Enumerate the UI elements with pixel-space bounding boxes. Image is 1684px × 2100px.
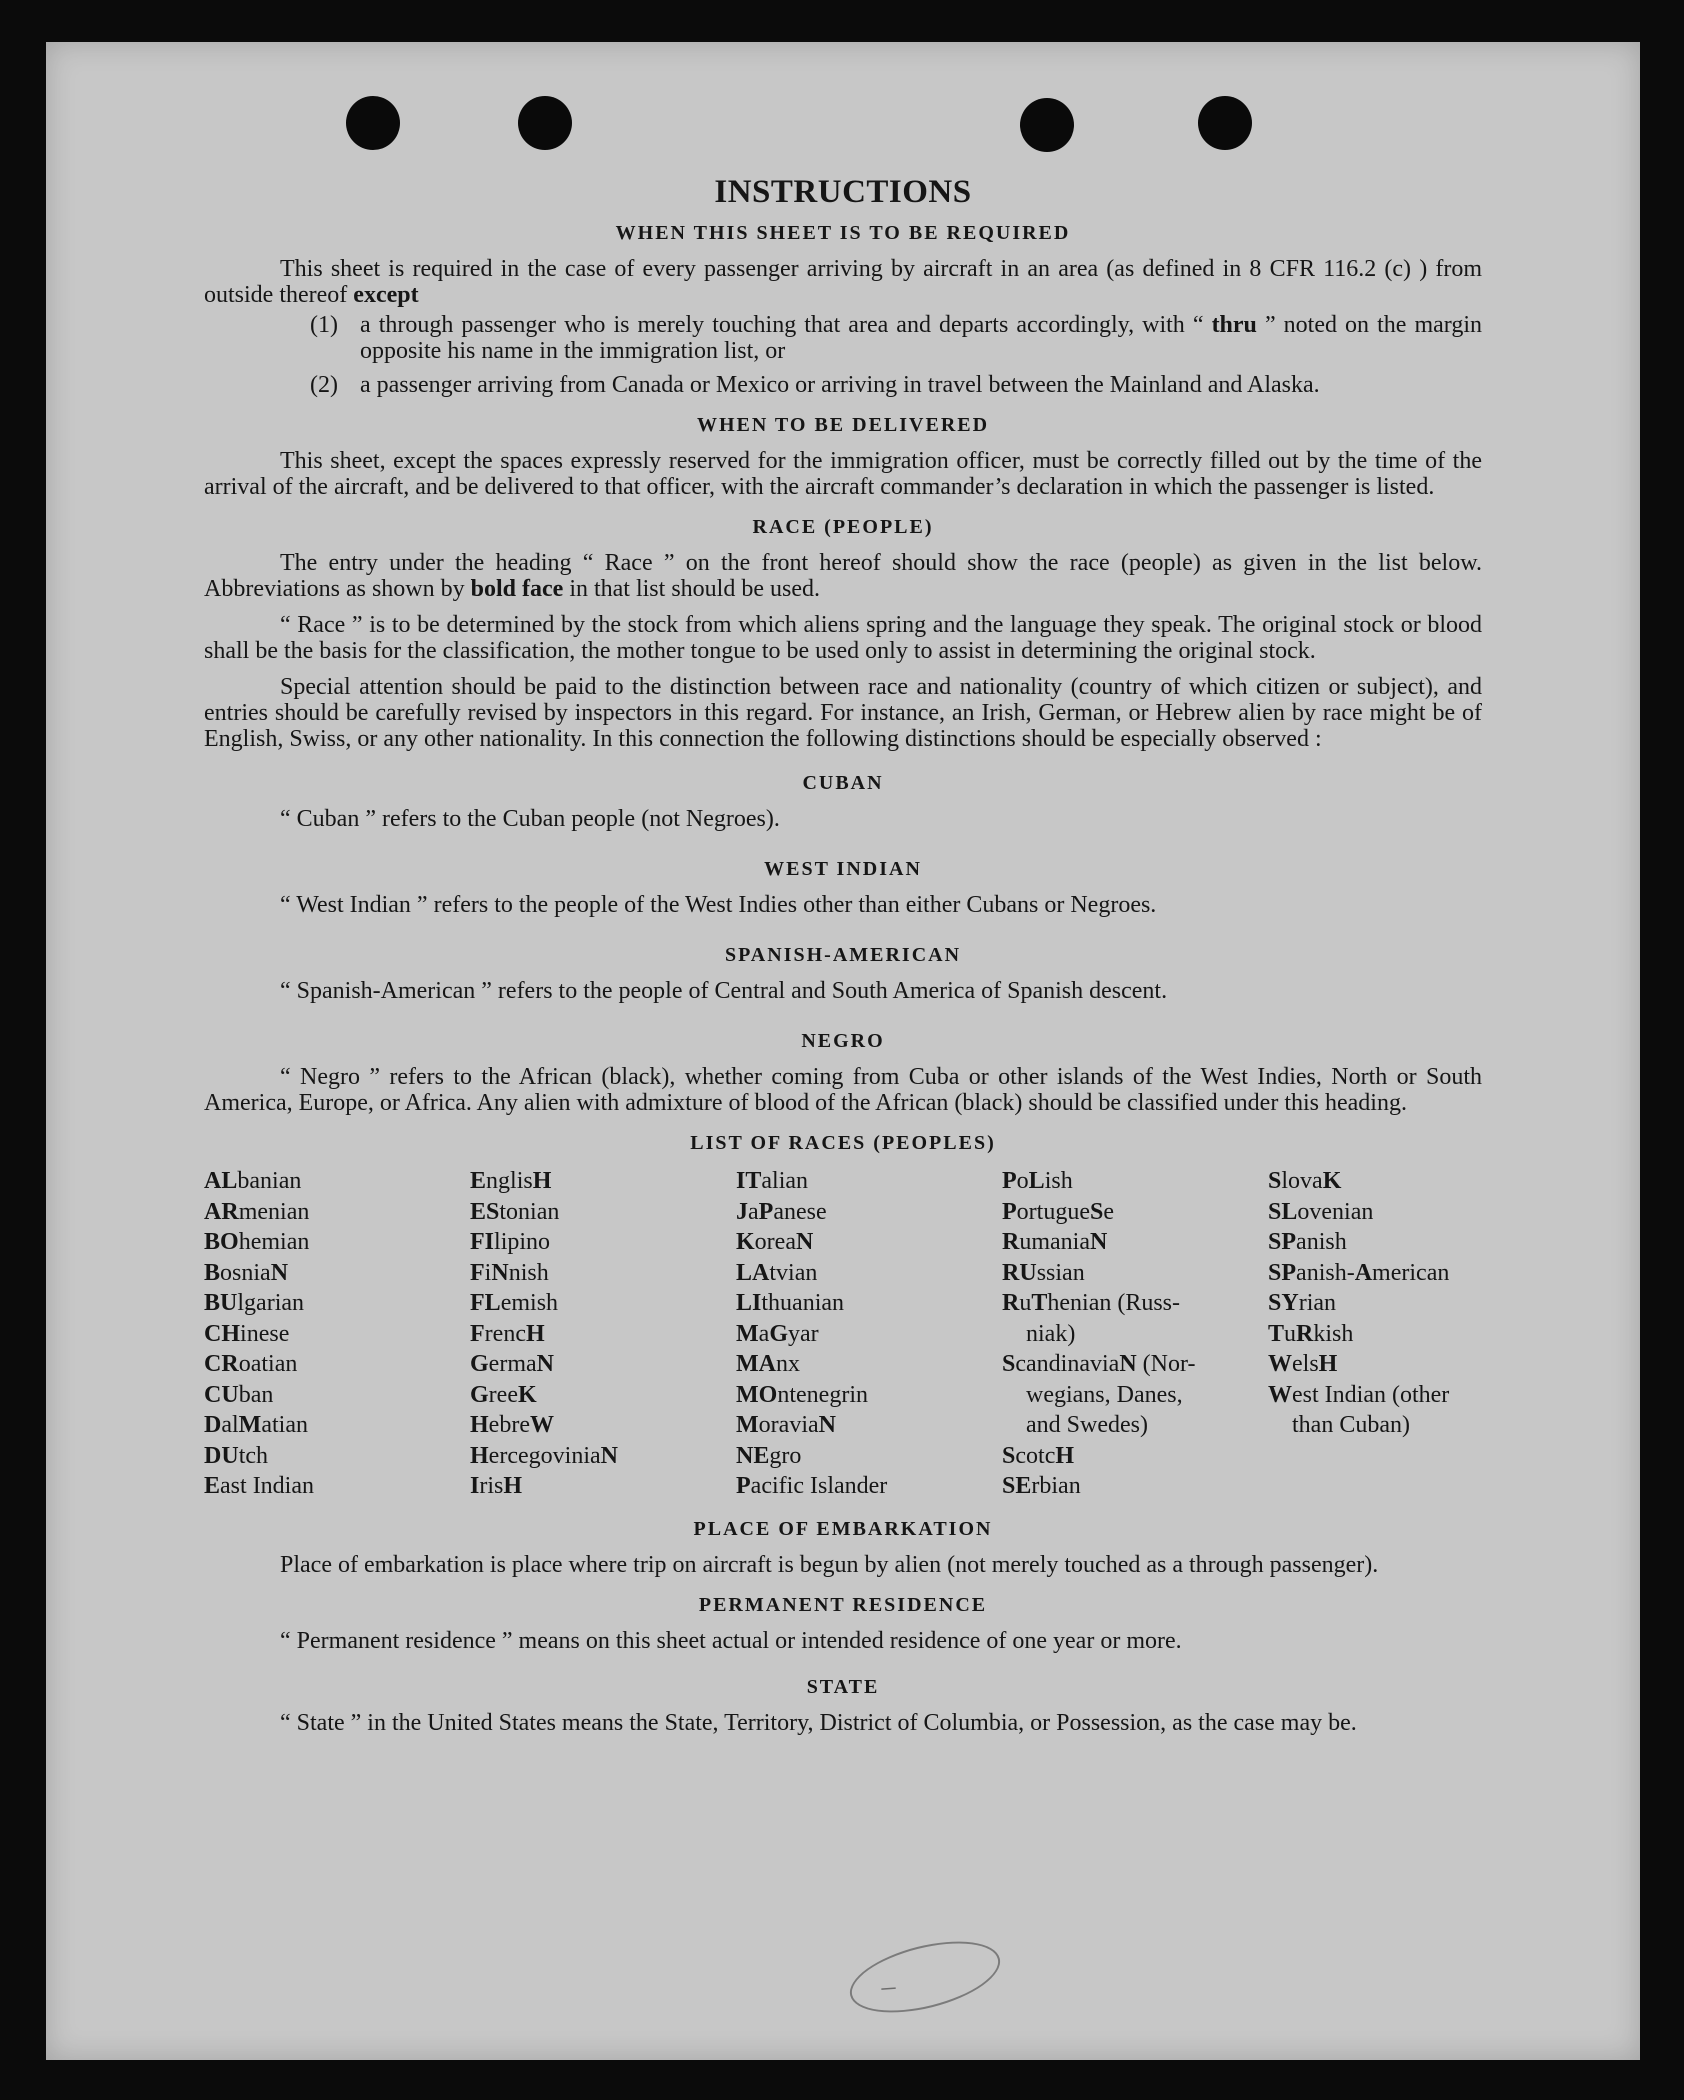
- race-list: [204, 1166, 1482, 1502]
- race-list-item: EStonian: [470, 1198, 560, 1225]
- permanent-residence-text: “ Permanent residence ” means on this sheet actual or intended residence of one year or more.: [280, 1627, 1182, 1654]
- when-delivered-text: This sheet, except the spaces expressly reserved for the immigration officer, must be correctly filled out by the time of the arrival of the aircraft, and be delivered to that officer, with the aircraft commander’s declaration in which the passenger is listed.: [204, 448, 1482, 500]
- race-list-item: EnglisH: [470, 1168, 552, 1194]
- race-list-item: GreeK: [470, 1381, 537, 1408]
- spanish-american-text: “ Spanish-American ” refers to the people of Central and South America of Spanish descent.: [280, 978, 1168, 1004]
- race-list-item: SYrian: [1268, 1290, 1337, 1316]
- race-list-item: LAtvian: [736, 1259, 818, 1286]
- race-list-item: East Indian: [204, 1473, 314, 1499]
- race-list-item: ARmenian: [204, 1198, 310, 1225]
- race-list-item: West Indian (other than Cuban): [1268, 1381, 1450, 1438]
- heading-embarkation: PLACE OF EMBARKATION: [693, 1517, 993, 1540]
- race-list-item: FIlipino: [470, 1229, 551, 1255]
- punch-hole: [1020, 98, 1074, 152]
- race-list-item: MOntenegrin: [736, 1381, 868, 1408]
- race-list-item: RuThenian (Russ- niak): [1002, 1290, 1181, 1347]
- heading-race: RACE (PEOPLE): [752, 516, 934, 538]
- race-list-item: ITalian: [736, 1168, 809, 1194]
- race-list-item: FrencH: [470, 1320, 545, 1347]
- race-list-item: WelsH: [1268, 1351, 1338, 1377]
- race-list-item: KoreaN: [736, 1229, 814, 1255]
- handwritten-mark-text: –: [880, 1970, 897, 2003]
- race-list-item: TuRkish: [1268, 1320, 1354, 1347]
- race-list-item: CUban: [204, 1381, 274, 1408]
- race-list-item: HebreW: [470, 1412, 554, 1438]
- heading-when-delivered: WHEN TO BE DELIVERED: [696, 414, 990, 436]
- race-list-item: FiNnish: [470, 1259, 549, 1286]
- race-list-item: HercegoviniaN: [470, 1442, 618, 1469]
- race-list-item: BUlgarian: [204, 1290, 305, 1316]
- race-list-item: SPanish: [1268, 1229, 1347, 1255]
- race-paragraph-2: “ Race ” is to be determined by the stock from which aliens spring and the language they speak. The original stock or blood shall be the basis for the classification, the mother tongue to be used only to assist in determining the original stock.: [204, 612, 1482, 664]
- heading-state: STATE: [806, 1675, 880, 1698]
- heading-list-of-races: LIST OF RACES (PEOPLES): [690, 1132, 996, 1154]
- heading-west-indian: WEST INDIAN: [764, 858, 922, 880]
- race-list-item: SPanish-American: [1268, 1259, 1450, 1286]
- race-list-item: FLemish: [470, 1290, 559, 1316]
- race-list-item: GermaN: [470, 1351, 554, 1377]
- race-paragraph-1: The entry under the heading “ Race ” on the front hereof should show the race (people) as given in the list below. Abbreviations as shown by bold face in that list should be used.: [204, 550, 1482, 602]
- instructions-content: [204, 172, 1482, 1736]
- heading-negro: NEGRO: [801, 1030, 885, 1052]
- race-list-item: ScotcH: [1002, 1442, 1075, 1469]
- race-list-item: SErbian: [1002, 1473, 1081, 1499]
- exception-item-1: (1) a through passenger who is merely touching that area and departs accordingly, with “ thru ” noted on the margin opposite his name in the immigration list, or: [310, 312, 1483, 364]
- race-column: [1268, 1166, 1482, 1502]
- race-list-item: IrisH: [470, 1473, 523, 1499]
- race-list-item: CRoatian: [204, 1351, 298, 1377]
- race-list-item: RumaniaN: [1002, 1229, 1108, 1255]
- heading-when-required: WHEN THIS SHEET IS TO BE REQUIRED: [615, 222, 1071, 244]
- race-list-item: MAnx: [736, 1351, 800, 1377]
- race-list-item: PoLish: [1002, 1168, 1073, 1194]
- race-list-item: BosniaN: [204, 1259, 289, 1286]
- race-list-item: RUssian: [1002, 1259, 1085, 1286]
- race-list-item: DalMatian: [204, 1412, 308, 1438]
- state-text: “ State ” in the United States means the State, Territory, District of Columbia, or Possession, as the case may be.: [280, 1709, 1357, 1736]
- punch-hole: [346, 96, 400, 150]
- race-list-item: MoraviaN: [736, 1412, 836, 1438]
- race-list-item: JaPanese: [736, 1198, 827, 1225]
- embarkation-text: Place of embarkation is place where trip on aircraft is begun by alien (not merely touched as a through passenger).: [280, 1551, 1379, 1578]
- punch-hole: [1198, 96, 1252, 150]
- page-title: INSTRUCTIONS: [714, 174, 972, 210]
- race-list-item: PortugueSe: [1002, 1198, 1115, 1225]
- exception-item-2: (2) a passenger arriving from Canada or Mexico or arriving in travel between the Mainland and Alaska.: [310, 372, 1320, 398]
- race-list-item: MaGyar: [736, 1320, 819, 1347]
- west-indian-text: “ West Indian ” refers to the people of the West Indies other than either Cubans or Negroes.: [280, 892, 1157, 918]
- race-list-item: BOhemian: [204, 1229, 310, 1255]
- race-column: [736, 1166, 1002, 1502]
- heading-permanent-residence: PERMANENT RESIDENCE: [698, 1593, 988, 1616]
- race-column: [1002, 1166, 1268, 1502]
- race-list-item: Pacific Islander: [736, 1473, 888, 1499]
- cuban-text: “ Cuban ” refers to the Cuban people (not Negroes).: [280, 806, 780, 832]
- race-list-item: DUtch: [204, 1442, 269, 1469]
- negro-text: “ Negro ” refers to the African (black), whether coming from Cuba or other islands of the West Indies, North or South America, Europe, or Africa. Any alien with admixture of blood of the African (black) should be classified under this heading.: [204, 1064, 1482, 1116]
- heading-cuban: CUBAN: [802, 772, 884, 794]
- punch-hole: [518, 96, 572, 150]
- race-list-item: SlovaK: [1268, 1168, 1342, 1194]
- race-column: [470, 1166, 736, 1502]
- race-list-item: LIthuanian: [736, 1290, 845, 1316]
- race-paragraph-3: Special attention should be paid to the distinction between race and nationality (country of which citizen or subject), and entries should be carefully revised by inspectors in this regard. For instance, an Irish, German, or Hebrew alien by race might be of English, Swiss, or any other nationality. In this connection the following distinctions should be especially observed :: [204, 674, 1482, 752]
- race-list-item: CHinese: [204, 1320, 290, 1347]
- race-list-item: ScandinaviaN (Nor- wegians, Danes, and Swedes): [1002, 1351, 1196, 1438]
- race-list-item: NEgro: [736, 1442, 802, 1469]
- race-list-item: ALbanian: [204, 1168, 302, 1194]
- heading-spanish-american: SPANISH-AMERICAN: [724, 944, 962, 966]
- when-required-text: This sheet is required in the case of every passenger arriving by aircraft in an area (as defined in 8 CFR 116.2 (c) ) from outside thereof except: [204, 256, 1482, 308]
- race-column: [204, 1166, 470, 1502]
- race-list-item: SLovenian: [1268, 1198, 1374, 1225]
